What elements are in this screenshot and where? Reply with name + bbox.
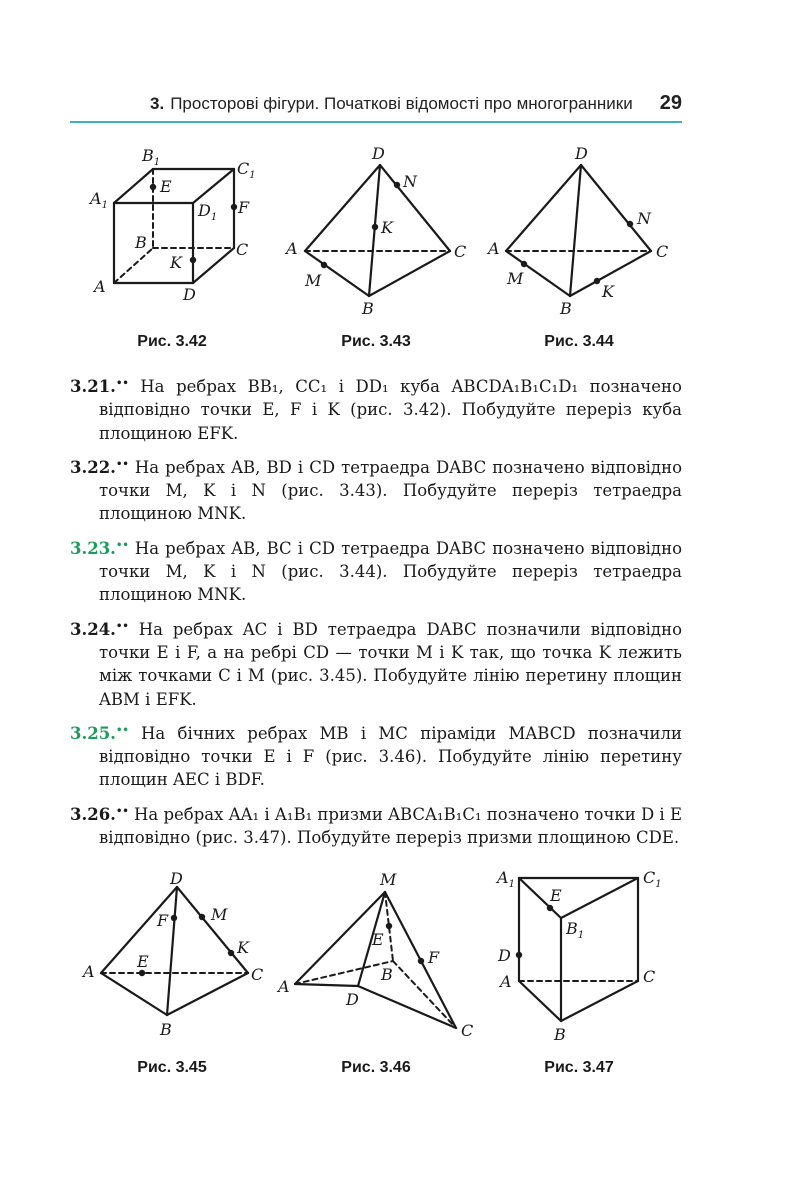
label-d: D bbox=[372, 144, 385, 163]
label-c1: $C_1$ bbox=[237, 159, 256, 181]
edge bbox=[193, 248, 234, 283]
edge bbox=[581, 165, 651, 251]
label-m: M bbox=[305, 271, 322, 290]
problem-text: На ребрах AB, BC і CD тетраедра DABC позначено відповідно точки M, K і N (рис. 3.44). Побудуйте переріз тетраедра площиною MNK. bbox=[99, 538, 683, 605]
problem-3-24 bbox=[70, 615, 682, 711]
point-k bbox=[190, 257, 196, 263]
point-f bbox=[231, 204, 237, 210]
edge bbox=[114, 169, 153, 203]
label-d: D bbox=[183, 285, 196, 304]
label-f: F bbox=[157, 911, 169, 930]
label-a: A bbox=[500, 972, 512, 991]
problem-3-22 bbox=[70, 453, 682, 526]
hidden-edge bbox=[295, 961, 393, 984]
chapter-number: 3. bbox=[150, 94, 165, 113]
point-f bbox=[418, 958, 424, 964]
problem-number: 3.21.•• bbox=[70, 377, 129, 396]
problem-number: 3.24.•• bbox=[70, 619, 129, 639]
header-rule bbox=[70, 121, 682, 123]
label-k: K bbox=[381, 218, 393, 237]
label-a: A bbox=[286, 239, 298, 258]
label-n: N bbox=[637, 209, 651, 228]
point-m bbox=[521, 261, 527, 267]
point-k bbox=[594, 278, 600, 284]
problem-text: На ребрах AB, BD і CD тетраедра DABC позначено відповідно точки M, K і N (рис. 3.43). Побудуйте переріз тетраедра площиною MNK. bbox=[99, 457, 683, 524]
label-c: C bbox=[656, 242, 669, 261]
label-d: D bbox=[170, 869, 183, 888]
label-d: D bbox=[575, 144, 588, 163]
edge bbox=[369, 165, 380, 296]
problem-3-26 bbox=[70, 800, 682, 850]
label-k: K bbox=[602, 282, 614, 301]
edge bbox=[167, 973, 248, 1015]
problem-text: На ребрах AC і BD тетраедра DABC позначили відповідно точки E і F, а на ребрі CD — точки M і K так, що точка K лежить між точками C і M (рис. 3.45). Побудуйте лінію перетину площин ABM і EFK. bbox=[99, 619, 683, 709]
label-k: K bbox=[237, 938, 249, 957]
edge bbox=[305, 165, 380, 251]
point-k bbox=[228, 950, 234, 956]
hidden-edge bbox=[393, 961, 456, 1028]
problem-text: На ребрах AA₁ і A₁B₁ призми ABCA₁B₁C₁ позначено точки D і E відповідно (рис. 3.47). Побудуйте переріз призми площиною CDE. bbox=[99, 804, 683, 848]
label-m: M bbox=[380, 870, 397, 889]
label-b: B bbox=[362, 299, 374, 318]
point-m bbox=[321, 262, 327, 268]
figure-3-45-tetrahedron bbox=[80, 860, 280, 1040]
figure-3-44-tetrahedron bbox=[480, 140, 680, 320]
edge bbox=[358, 986, 456, 1028]
label-b: B bbox=[160, 1020, 172, 1039]
page-number: 29 bbox=[659, 92, 682, 114]
label-c: C bbox=[454, 242, 467, 261]
label-e: E bbox=[160, 177, 172, 196]
edge bbox=[570, 165, 581, 296]
label-a: A bbox=[83, 962, 95, 981]
label-m: M bbox=[211, 905, 228, 924]
edge bbox=[369, 251, 450, 296]
label-b1: $B_1$ bbox=[142, 146, 161, 168]
point-n bbox=[627, 221, 633, 227]
label-b: B bbox=[381, 965, 393, 984]
problem-text: На бічних ребрах MB і MC піраміди MABCD позначили відповідно точки E і F (рис. 3.46). Побудуйте лінію перетину площин AEC і BDF. bbox=[99, 723, 682, 790]
caption-3-46: Рис. 3.46 bbox=[341, 1059, 411, 1076]
label-a1: $A_1$ bbox=[90, 189, 108, 211]
point-m bbox=[199, 914, 205, 920]
edge bbox=[561, 981, 638, 1021]
edge bbox=[101, 973, 167, 1015]
running-title bbox=[150, 94, 633, 114]
figure-3-47-prism bbox=[480, 860, 690, 1050]
label-a: A bbox=[488, 239, 500, 258]
problem-number: 3.22.•• bbox=[70, 457, 129, 477]
label-d: D bbox=[346, 990, 359, 1009]
edge bbox=[295, 984, 358, 986]
caption-3-44: Рис. 3.44 bbox=[544, 333, 614, 350]
point-n bbox=[394, 182, 400, 188]
label-n: N bbox=[403, 172, 417, 191]
label-m: M bbox=[507, 269, 524, 288]
chapter-title: Просторові фігури. Початкові відомості про многогранники bbox=[170, 94, 633, 113]
page-header bbox=[70, 92, 682, 122]
label-d: D bbox=[498, 946, 511, 965]
problem-list bbox=[70, 372, 682, 857]
figure-3-46-pyramid bbox=[275, 860, 485, 1050]
problem-3-25 bbox=[70, 719, 682, 792]
problem-number: 3.23.•• bbox=[70, 538, 129, 558]
label-d1: $D_1$ bbox=[198, 201, 218, 223]
edge bbox=[193, 169, 234, 203]
label-k: K bbox=[170, 253, 182, 272]
point-f bbox=[171, 915, 177, 921]
label-c: C bbox=[236, 240, 249, 259]
label-c: C bbox=[251, 965, 264, 984]
label-c: C bbox=[643, 967, 656, 986]
label-e: E bbox=[550, 886, 562, 905]
label-f: F bbox=[238, 198, 250, 217]
label-e: E bbox=[137, 952, 149, 971]
problem-3-21 bbox=[70, 372, 682, 445]
label-b: B bbox=[135, 233, 147, 252]
caption-3-43: Рис. 3.43 bbox=[341, 333, 411, 350]
label-b1: $B_1$ bbox=[566, 919, 585, 941]
caption-3-42: Рис. 3.42 bbox=[137, 333, 207, 350]
edge bbox=[177, 887, 248, 973]
point-e bbox=[150, 184, 156, 190]
problem-3-23 bbox=[70, 534, 682, 607]
problem-number: 3.26.•• bbox=[70, 804, 129, 824]
edge bbox=[561, 878, 638, 918]
label-b: B bbox=[560, 299, 572, 318]
hidden-edge bbox=[114, 248, 153, 283]
point-e bbox=[547, 905, 553, 911]
point-k bbox=[372, 224, 378, 230]
label-a: A bbox=[94, 277, 106, 296]
label-a1: $A_1$ bbox=[497, 868, 515, 890]
edge bbox=[167, 887, 177, 1015]
figure-3-43-tetrahedron bbox=[280, 140, 480, 320]
label-a: A bbox=[278, 977, 290, 996]
problem-text: На ребрах BB₁, CC₁ і DD₁ куба ABCDA₁B₁C₁D₁ позначено відповідно точки E, F і K (рис. 3.42). Побудуйте переріз куба площиною EFK. bbox=[99, 377, 682, 443]
caption-3-45: Рис. 3.45 bbox=[137, 1059, 207, 1076]
label-c1: $C_1$ bbox=[643, 868, 662, 890]
problem-number: 3.25.•• bbox=[70, 723, 129, 743]
edge bbox=[519, 981, 561, 1021]
point-d bbox=[516, 952, 522, 958]
label-e: E bbox=[372, 930, 384, 949]
label-b: B bbox=[554, 1025, 566, 1044]
figure-3-42-cube bbox=[80, 140, 280, 310]
point-e bbox=[386, 923, 392, 929]
caption-3-47: Рис. 3.47 bbox=[544, 1059, 614, 1076]
label-f: F bbox=[428, 948, 440, 967]
edge bbox=[506, 165, 581, 251]
label-c: C bbox=[461, 1021, 474, 1040]
